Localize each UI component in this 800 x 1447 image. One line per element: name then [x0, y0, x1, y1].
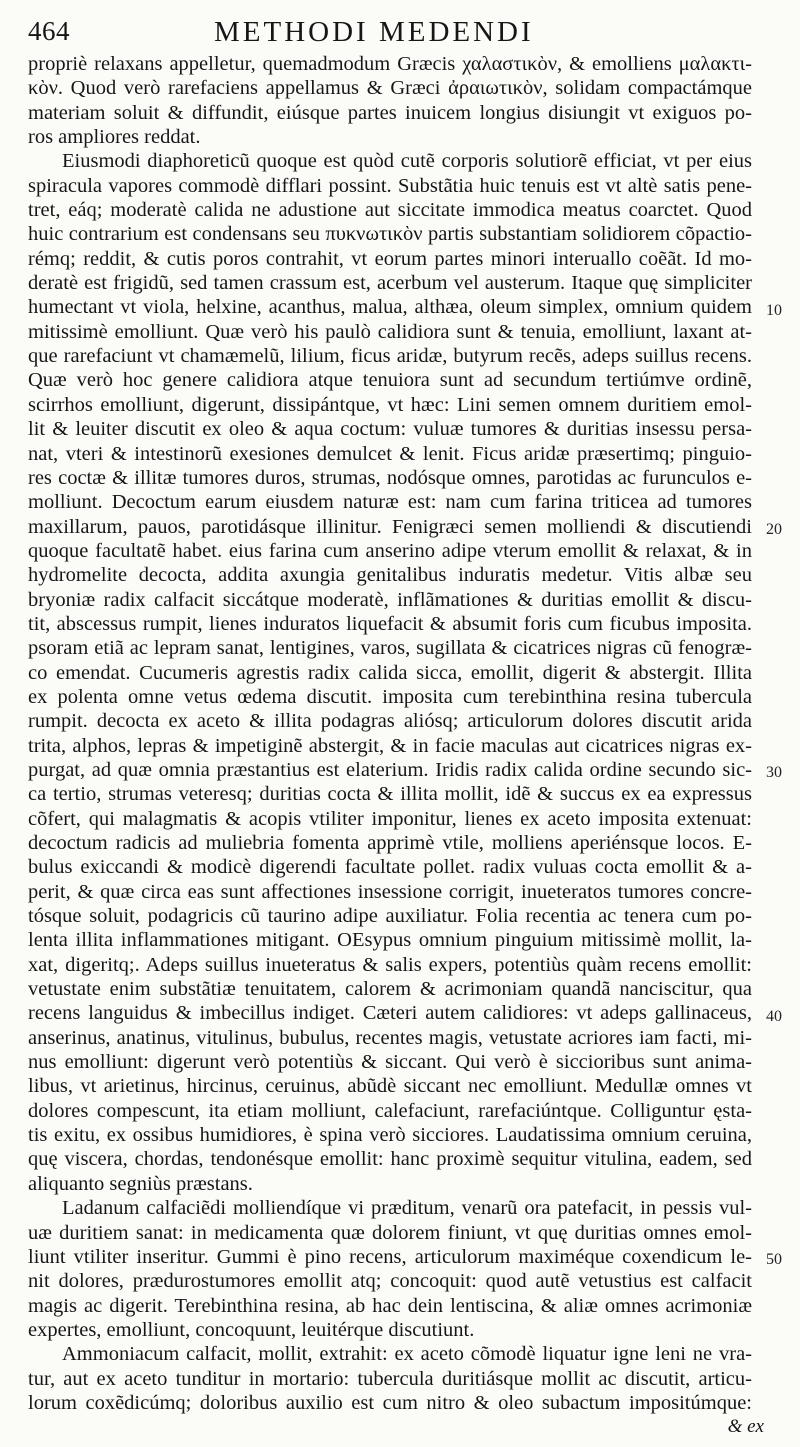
text-line: que rarefaciunt vt chamæmelũ, lilium, ficus aridæ, butyrum recẽs, adeps suillus recens. [28, 345, 752, 368]
page-number: 464 [28, 16, 70, 46]
text-line: psoram etiã ac lepram sanat, lentigines, varos, sugillata & cicatrices nigras cũ fenogræ- [28, 637, 752, 660]
text-line: nit dolores, prædurostumores emollit atq; concoquit: quod autẽ vetustius est calfacit [28, 1270, 752, 1293]
page-header [28, 16, 760, 50]
text-line: ros ampliores reddat. [28, 126, 201, 149]
text-line: nat, vteri & intestinorũ exesiones demulcet & lenit. Ficus aridæ præsertimq; pinguio- [28, 442, 752, 465]
text-line: purgat, ad quæ omnia præstantius est elaterium. Iridis radix calida ordine secundo sic- [28, 758, 752, 781]
text-line: molliunt. Decoctum earum eiusdem naturæ est: nam cum farina triticea ad tumores [28, 491, 752, 514]
running-title: METHODI MEDENDI [214, 16, 534, 48]
text-line: spiracula vapores commodè difflari possint. Substãtia huic tenuis est vt altè satis pene- [28, 174, 752, 197]
text-line: Eiusmodi diaphoreticũ quoque est quòd cutẽ corporis solutiorẽ efficiat, vt per eius [62, 150, 752, 173]
text-line: ca tertio, strumas veteresq; duritias cocta & illita mollit, idẽ & succus ex ea expressus [28, 783, 752, 806]
text-line: uæ duritiem sanat: in medicamenta quæ dolorem finiunt, vt quę duritias omnes emol- [28, 1221, 752, 1244]
text-line: trita, alphos, lepras & impetiginẽ abstergit, & in facie maculas aut cicatrices nigras ex- [28, 734, 752, 757]
text-line: hydromelite decocta, addita axungia genitalibus induratis medetur. Vitis albæ seu [28, 564, 752, 587]
text-line: humectant vt viola, helxine, acanthus, malua, althæa, oleum simplex, omnium quidem [28, 296, 752, 319]
text-line: cõfert, qui malagmatis & acopis vtiliter imponitur, lienes ex aceto imposita extenuat: [28, 807, 752, 830]
text-line: maxillarum, pauos, parotidásque illinitur. Fenigræci semen molliendi & discutiendi [28, 515, 752, 538]
text-line: tret, eáq; moderatè calida ne adustione aut siccitate immodica meatus coarctet. Quod [28, 199, 752, 222]
text-line: lenta illita inflammationes mitigant. OEsypus omnium pinguium mitissimè mollit, la- [28, 929, 752, 952]
text-line: tis exitu, ex ossibus humidiores, è spina verò sicciores. Laudatissima omnium ceruina, [28, 1124, 752, 1147]
text-line: ex polenta omne vetus œdema discutit. imposita cum terebinthina resina tubercula [28, 685, 752, 708]
text-line: quoque facultatẽ habet. eius farina cum anserino adipe vterum emollit & relaxat, & in [28, 539, 752, 562]
text-line: κὸν. Quod verò rarefaciens appellamus & Græci ἀραιωτικὸν, solidam compactámque [28, 77, 752, 100]
text-line: xat, digeritq;. Adeps suillus inueteratus & salis expers, potentiùs quàm recens emollit: [28, 953, 752, 976]
text-line: libus, vt arietinus, hircinus, ceruinus, abũdè siccant nec emolliunt. Medullæ omnes vt [28, 1075, 752, 1098]
text-line: Ladanum calfaciẽdi molliendíque vi præditum, venarũ ora patefacit, in pessis vul- [62, 1197, 752, 1220]
text-line: expertes, emolliunt, concoquunt, leuitérque discutiunt. [28, 1318, 475, 1341]
text-line: rumpit. decocta ex aceto & illita podagras aliósq; articulorum dolores discutit arida [28, 710, 752, 733]
text-line: Quæ verò hoc genere calidiora atque tenuiora sunt ad secundum tertiúmve ordinẽ, [28, 369, 752, 392]
text-line: tit, abscessus rumpit, lienes induratos liquefacit & absumit foris cum ficubus imposita. [28, 612, 752, 635]
text-line: decoctum radicis ad muliebria fomenta apprimè vtile, molliens aperiénsque locos. E- [28, 832, 752, 854]
text-line: co emendat. Cucumeris agrestis radix calida sicca, emollit, digerit & abstergit. Illita [28, 661, 752, 684]
text-line: huic contrarium est condensans seu πυκνωτικὸν partis substantiam solidiorem cõpactio- [28, 223, 752, 246]
text-line: liunt vtiliter inseritur. Gummi è pino recens, articulorum maximéque coxendicum le- [28, 1245, 752, 1268]
text-line: lorum coxẽdicúmq; doloribus auxilio est cum nitro & oleo subactum impositúmque: [28, 1391, 752, 1414]
text-line: propriè relaxans appelletur, quemadmodum Græcis χαλαστικὸν, & emolliens μαλακτι- [28, 53, 752, 75]
text-line: lit & leuiter discutit ex oleo & aqua coctum: vuluæ tumores & duritias insessu persa- [28, 418, 752, 441]
text-line: quę viscera, chordas, tendonésque emollit: hanc proximè sequitur vitulina, eadem, sed [28, 1148, 752, 1171]
text-line: vetustate enim substãtiæ tenuitatem, calorem & acrimoniam quandã nanciscitur, qua [28, 978, 752, 1001]
text-line: perit, & quæ circa eas sunt affectiones insessione corrigit, inueteratos tumores concre- [28, 880, 752, 903]
text-line: deratè est frigidũ, sed tamen crassum est, acerbum vel austerum. Itaque quę simpliciter [28, 272, 752, 295]
margin-line-number: 40 [766, 1007, 782, 1025]
text-line: scirrhos emolliunt, digerunt, dissipántque, vt hæc: Lini semen omnem duritiem emol- [28, 393, 752, 416]
text-line: tósque soluit, podagricis cũ taurino adipe auxiliatur. Folia recentia ac tenera cum po- [28, 905, 752, 928]
body-text [28, 52, 752, 1415]
text-line: rémq; reddit, & cutis poros contrahit, vt eorum partes minori interuallo coẽãt. Id mo- [28, 247, 752, 270]
text-line: bryoniæ radix calfacit siccátque moderatè, inflãmationes & duritias emollit & discu- [28, 588, 752, 611]
text-line: mitissimè emolliunt. Quæ verò his paulò calidiora sunt & tenuia, emolliunt, laxant at- [28, 320, 752, 343]
text-line: materiam soluit & diffundit, eiúsque partes inuicem longius disiungit vt exiguos po- [28, 101, 752, 124]
text-line: dolores compescunt, ita etiam molliunt, calefaciunt, rarefaciúntque. Colliguntur ęsta- [28, 1099, 752, 1122]
text-line: aliquanto segniùs præstans. [28, 1172, 253, 1195]
text-line: Ammoniacum calfacit, mollit, extrahit: ex aceto cõmodè liquatur igne leni ne vra- [62, 1343, 752, 1366]
margin-line-number: 30 [766, 764, 782, 782]
margin-line-number: 10 [766, 301, 782, 319]
text-line: bulus exiccandi & modicè digerendi facultate pollet. radix vuluas cocta emollit & a- [28, 856, 752, 879]
text-line: magis ac digerit. Terebinthina resina, ab hac dein lentiscina, & aliæ omnes acrimoniæ [28, 1294, 752, 1317]
text-line: anserinus, anatinus, vitulinus, bubulus, recentes magis, vetustate acriores iam facti, mi- [28, 1026, 752, 1049]
catchword: & ex [727, 1416, 764, 1437]
margin-line-number: 50 [766, 1251, 782, 1269]
text-line: tur, aut ex aceto tunditur in mortario: tubercula duritiásque mollit ac discutit, articu- [28, 1367, 752, 1390]
text-line: nus emolliunt: digerunt verò potentiùs & siccant. Qui verò è siccioribus sunt anima- [28, 1051, 752, 1074]
text-line: res coctæ & illitæ tumores duros, strumas, nodósque omnes, parotidas ac furunculos e- [28, 466, 752, 489]
text-line: recens languidus & imbecillus indiget. Cæteri autem calidiores: vt adeps gallinaceus, [28, 1002, 752, 1025]
margin-line-number: 20 [766, 520, 782, 538]
